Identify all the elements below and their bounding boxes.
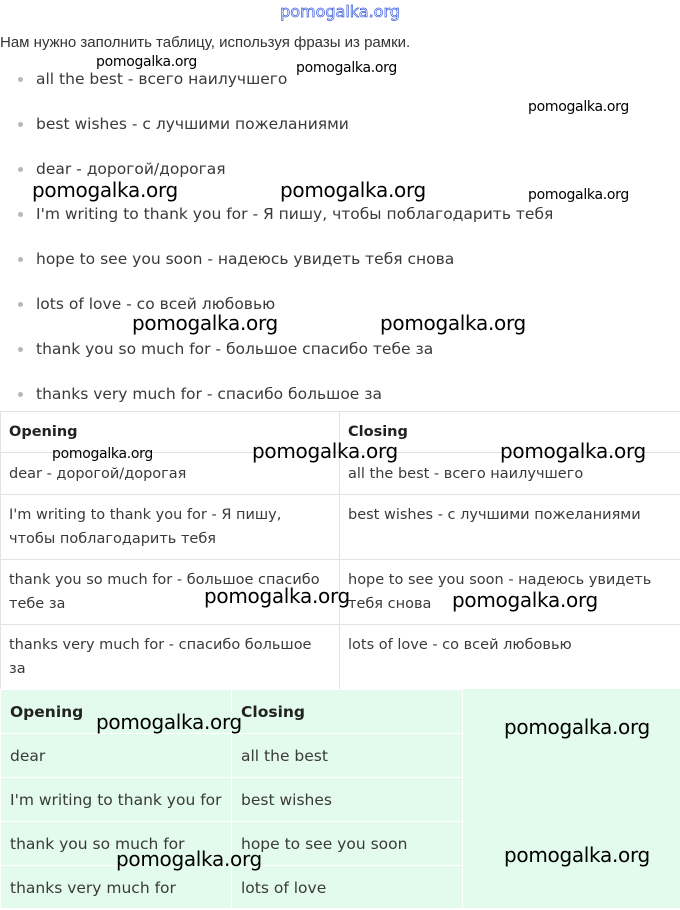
phrase-text: all the best - всего наилучшего	[36, 70, 287, 88]
watermark: pomogalka.org	[96, 54, 197, 70]
table-cell: hope to see you soon	[232, 822, 463, 866]
intro-text: Нам нужно заполнить таблицу, используя фразы из рамки.	[0, 34, 410, 51]
table-row	[1, 734, 463, 778]
table-header-opening: Opening	[1, 690, 232, 734]
bullet-icon	[18, 257, 23, 262]
watermark: pomogalka.org	[452, 588, 598, 612]
watermark: pomogalka.org	[132, 311, 278, 335]
table-cell: lots of love - со всей любовью	[340, 625, 680, 690]
table-cell: hope to see you soon - надеюсь увидеть тебя снова	[340, 560, 680, 625]
table-header-opening: Opening	[1, 412, 340, 453]
watermark: pomogalka.org	[504, 715, 650, 739]
watermark: pomogalka.org	[204, 584, 350, 608]
list-item	[36, 158, 226, 180]
phrase-text: hope to see you soon - надеюсь увидеть тебя снова	[36, 250, 454, 268]
list-item	[36, 383, 382, 405]
table-cell: thanks very much for	[1, 866, 232, 910]
watermark: pomogalka.org	[116, 847, 262, 871]
watermark: pomogalka.org	[96, 710, 242, 734]
watermark: pomogalka.org	[52, 446, 153, 462]
bullet-icon	[18, 77, 23, 82]
table-row	[1, 866, 463, 910]
watermark: pomogalka.org	[528, 99, 629, 115]
table-cell: thanks very much for - спасибо большое за	[1, 625, 340, 690]
table-row	[1, 778, 463, 822]
table-cell: all the best - всего наилучшего	[340, 453, 680, 495]
list-item	[36, 68, 287, 90]
phrase-text: thanks very much for - спасибо большое за	[36, 385, 382, 403]
watermark: pomogalka.org	[252, 439, 398, 463]
list-item	[36, 248, 454, 270]
table-row	[1, 495, 680, 560]
table-header-closing: Closing	[232, 690, 463, 734]
table-cell: I'm writing to thank you for - Я пишу, чтобы поблагодарить тебя	[1, 495, 340, 560]
bullet-icon	[18, 122, 23, 127]
watermark: pomogalka.org	[528, 187, 629, 203]
watermark: pomogalka.org	[500, 439, 646, 463]
phrase-text: lots of love - со всей любовью	[36, 295, 275, 313]
table-row	[1, 625, 680, 690]
table-cell: thank you so much for - большое спасибо тебе за	[1, 560, 340, 625]
table-header-closing: Closing	[340, 412, 680, 453]
bullet-icon	[18, 212, 23, 217]
phrase-text: best wishes - с лучшими пожеланиями	[36, 115, 349, 133]
watermark: pomogalka.org	[504, 843, 650, 867]
table-cell: all the best	[232, 734, 463, 778]
bullet-icon	[18, 167, 23, 172]
site-header[interactable]: pomogalka.org	[0, 0, 680, 26]
table-cell: lots of love	[232, 866, 463, 910]
watermark: pomogalka.org	[280, 178, 426, 202]
phrase-text: dear - дорогой/дорогая	[36, 160, 226, 178]
list-item	[36, 338, 433, 360]
list-item	[36, 203, 553, 225]
table-cell: best wishes	[232, 778, 463, 822]
table-cell: dear - дорогой/дорогая	[1, 453, 340, 495]
bullet-icon	[18, 347, 23, 352]
table-cell: dear	[1, 734, 232, 778]
phrase-text: I'm writing to thank you for - Я пишу, чтобы поблагодарить тебя	[36, 205, 553, 223]
bullet-icon	[18, 392, 23, 397]
watermark: pomogalka.org	[380, 311, 526, 335]
bullet-icon	[18, 302, 23, 307]
phrase-text: thank you so much for - большое спасибо тебе за	[36, 340, 433, 358]
table-cell: thank you so much for	[1, 822, 232, 866]
watermark: pomogalka.org	[296, 60, 397, 76]
table-cell: best wishes - с лучшими пожеланиями	[340, 495, 680, 560]
watermark: pomogalka.org	[32, 178, 178, 202]
table-cell: I'm writing to thank you for	[1, 778, 232, 822]
list-item	[36, 113, 349, 135]
